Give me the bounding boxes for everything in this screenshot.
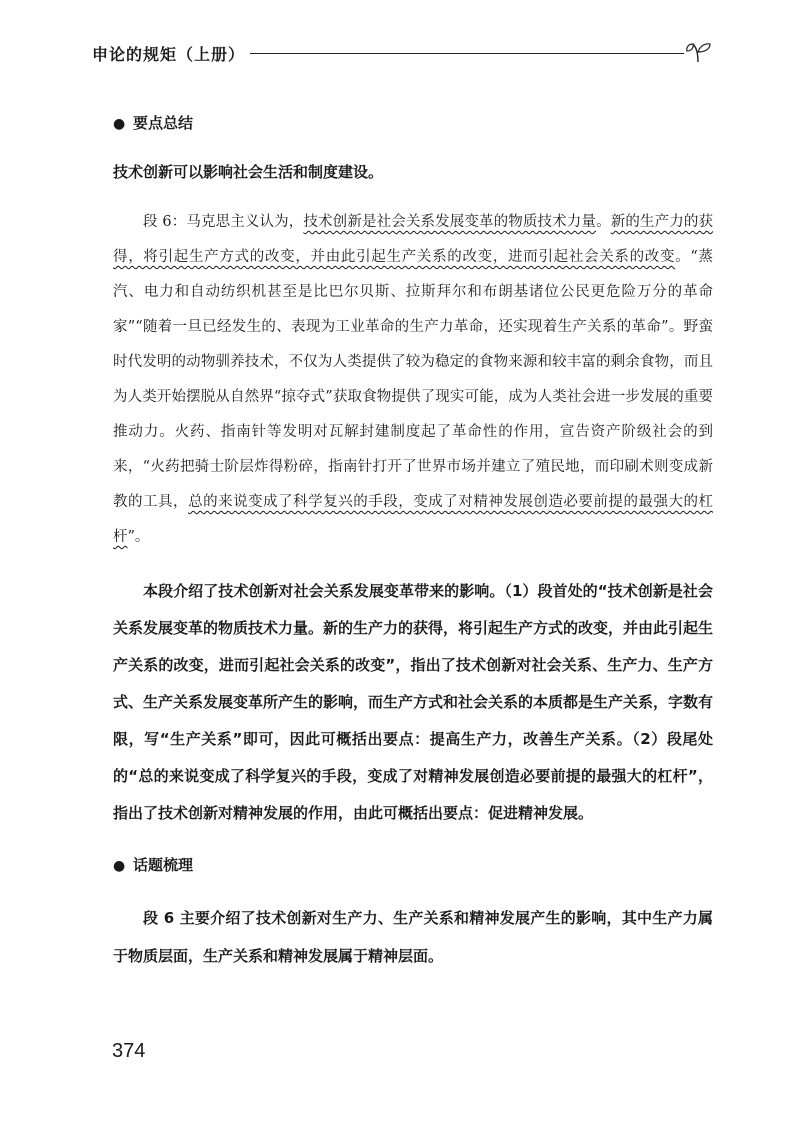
book-title: 申论的规矩（上册） xyxy=(92,45,246,64)
topic-heading: ● 话题梳理 xyxy=(113,850,713,881)
header-rule xyxy=(250,53,684,54)
topic-paragraph: 段 6 主要介绍了技术创新对生产力、生产关系和精神发展产生的影响，其中生产力属于物质层面，生产关系和精神发展属于精神层面。 xyxy=(113,909,713,965)
key-points-heading: ● 要点总结 xyxy=(113,108,713,139)
page-content xyxy=(113,108,713,975)
key-points-summary: 技术创新可以影响社会生活和制度建设。 xyxy=(113,163,384,181)
leaf-sprout-icon xyxy=(684,38,712,64)
bullet-icon: ● xyxy=(113,858,126,874)
analysis-paragraph: 本段介绍了技术创新对社会关系发展变革带来的影响。（1）段首处的“技术创新是社会关系发展变革的物质技术力量。新的生产力的获得，将引起生产方式的改变，并由此引起生产关系的改变，进而引起社会关系的改变”，指出了技术创新对社会关系、生产力、生产方式、生产关系发展变革所产生的影响，而生产方式和社会关系的本质都是生产关系，字数有限，写“生产关系”即可，因此可概括出要点：提高生产力，改善生产关系。（2）段尾处的“总的来说变成了科学复兴的手段，变成了对精神发展创造必要前提的最强大的杠杆”，指出了技术创新对精神发展的作用，由此可概括出要点：促进精神发展。 xyxy=(113,582,714,822)
source-excerpt: 段 6：马克思主义认为，技术创新是社会关系发展变革的物质技术力量。新的生产力的获得，将引起生产方式的改变，并由此引起生产关系的改变，进而引起社会关系的改变。“蒸汽、电力和自动纺织机甚至是比巴尔贝斯、拉斯拜尔和布朗基诸位公民更危险万分的革命家”“随着一旦已经发生的、表现为工业革命的生产力革命，还实现着生产关系的革命”。野蛮时代发明的动物驯养技术，不仅为人类提供了较为稳定的食物来源和较丰富的剩余食物，而且为人类开始摆脱从自然界“掠夺式”获取食物提供了现实可能，成为人类社会进一步发展的重要推动力。火药、指南针等发明对瓦解封建制度起了革命性的作用，宣告资产阶级社会的到来，“火药把骑士阶层炸得粉碎，指南针打开了世界市场并建立了殖民地，而印刷术则变成新教的工具，总的来说变成了科学复兴的手段，变成了对精神发展创造必要前提的最强大的杠杆”。 xyxy=(113,214,714,545)
bullet-icon: ● xyxy=(113,116,126,132)
underlined-phrase: 新的生产力的获得，将引起生产方式的改变，并由此引起生产关系的改变，进而引起社会关系的改变 xyxy=(113,214,714,265)
underlined-phrase: 技术创新是社会关系发展变革的物质技术力量 xyxy=(303,214,597,230)
page-number: 374 xyxy=(112,1040,146,1062)
running-header xyxy=(92,38,712,68)
underlined-phrase: 总的来说变成了科学复兴的手段，变成了对精神发展创造必要前提的最强大的杠杆 xyxy=(113,494,714,545)
